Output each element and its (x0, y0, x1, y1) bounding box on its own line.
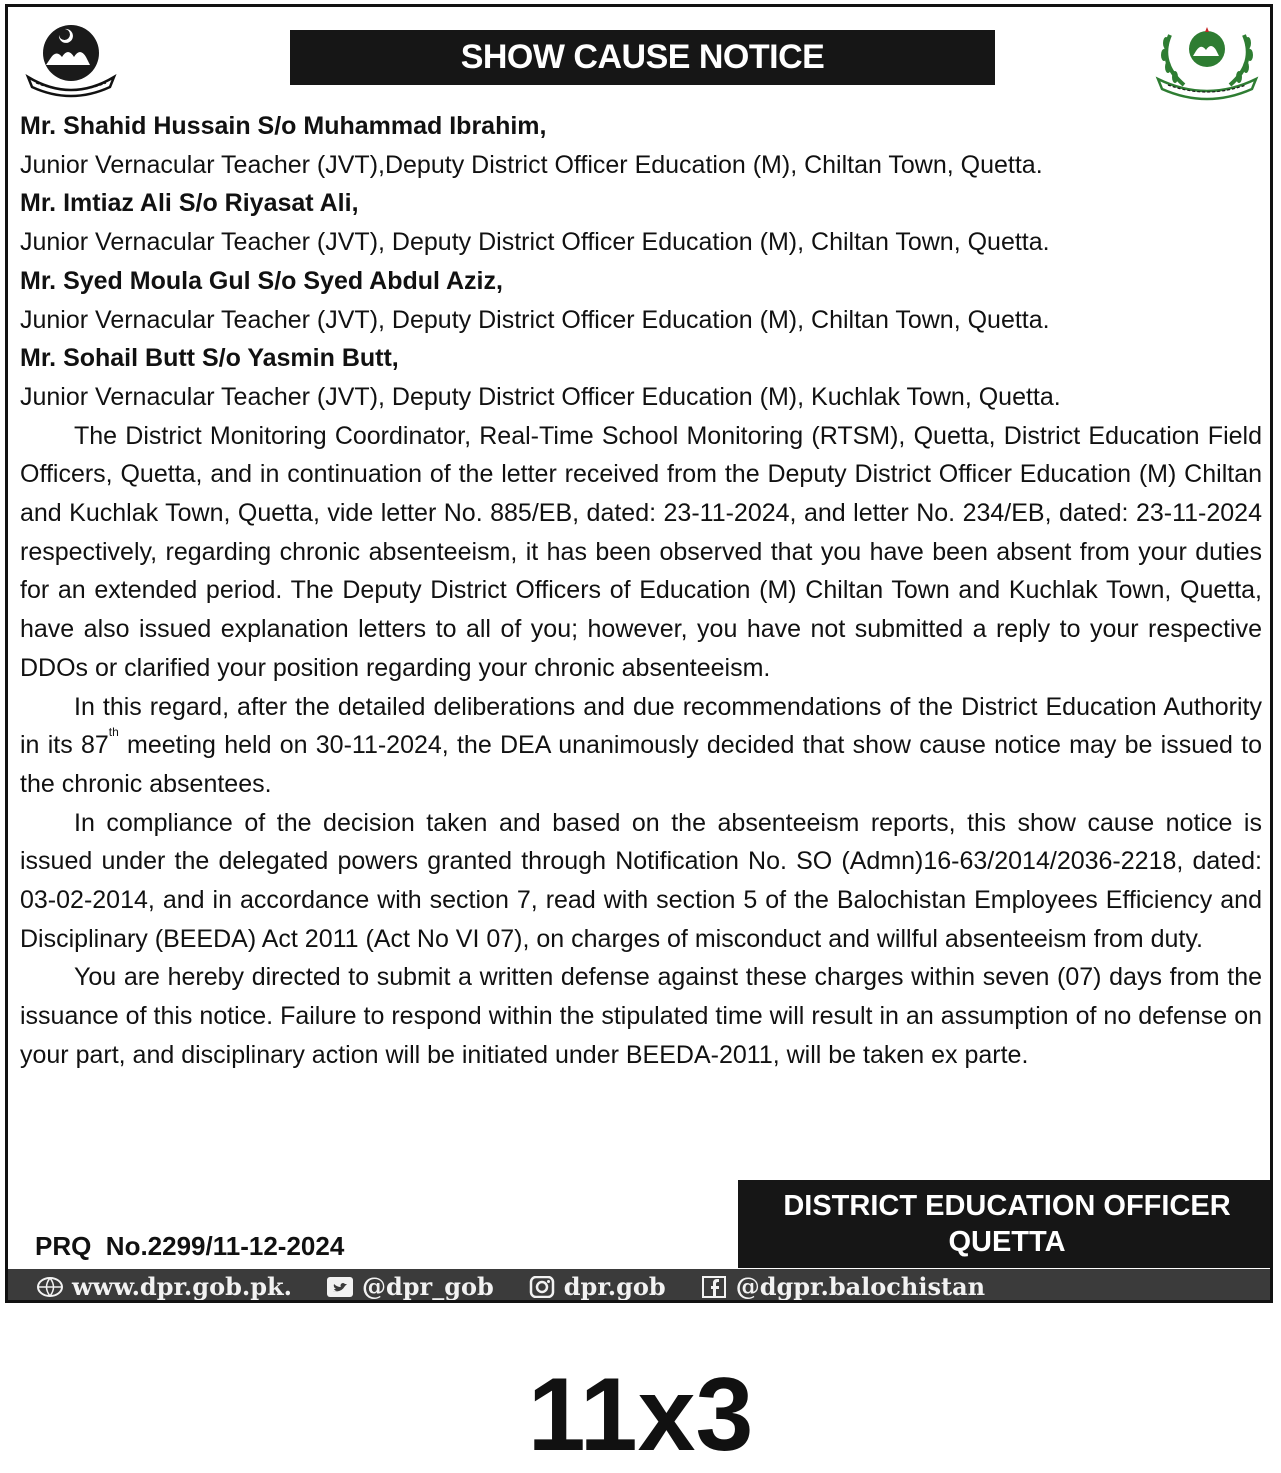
ad-size-label: 11x3 (527, 1357, 754, 1473)
prq-number: PRQ No.2299/11-12-2024 (35, 1231, 345, 1261)
dgpr-emblem-right (1148, 21, 1266, 105)
twitter-handle[interactable]: @dpr_gob (361, 1271, 494, 1301)
addressee-designation: Junior Vernacular Teacher (JVT), Deputy District Officer Education (M), Chiltan Town, Quetta. (20, 228, 1050, 257)
instagram-handle[interactable]: dpr.gob (563, 1271, 666, 1301)
notice-body (20, 107, 1262, 1075)
addressee-designation: Junior Vernacular Teacher (JVT),Deputy District Officer Education (M), Chiltan Town, Quetta. (20, 150, 1043, 179)
signature-location: QUETTA (948, 1226, 1066, 1258)
dea-decision-text-start: In this regard, after the detailed deliberations and due recommendations of the District Education Authority in its 87 (20, 692, 1262, 760)
paragraph-legal-basis: In compliance of the decision taken and based on the absenteeism reports, this show cause notice is issued under the delegated powers granted through Notification No. SO (Admn)16-63/2014/2036-2218, dated: 03-02-2014, and in accordance with section 7, read with section 5 of the Balochistan Employees Efficiency and Disciplinary (BEEDA) Act 2011 (Act No VI 07), on charges of misconduct and willful absenteeism from duty. (20, 808, 1262, 953)
footer-twitter (326, 1272, 494, 1301)
footer-instagram (528, 1272, 666, 1301)
addressee-name: Mr. Syed Moula Gul S/o Syed Abdul Aziz, (20, 266, 503, 295)
addressee-name: Mr. Sohail Butt S/o Yasmin Butt, (20, 344, 399, 373)
globe-icon (36, 1275, 64, 1297)
paragraph-background: The District Monitoring Coordinator, Real-Time School Monitoring (RTSM), Quetta, District Education Field Officers, Quetta, and in continuation of the letter received from the Deputy District Officer Education (M) Chiltan and Kuchlak Town, Quetta, vide letter No. 885/EB, dated: 23-11-2024, and letter No. 234/EB, dated: 23-11-2024 respectively, regarding chronic absenteeism, it has been observed that you have been absent from your duties for an extended period. The Deputy District Officers of Education (M) Chiltan Town and Kuchlak Town, Quetta, have also issued explanation letters to all of you; however, you have not submitted a reply to your respective DDOs or clarified your position regarding your chronic absenteeism. (20, 421, 1262, 682)
website-link[interactable]: www.dpr.gob.pk. (72, 1271, 292, 1301)
footer-facebook (700, 1272, 985, 1301)
footer-website (36, 1272, 292, 1301)
addressee-name: Mr. Imtiaz Ali S/o Riyasat Ali, (20, 189, 359, 218)
ordinal-suffix: th (108, 725, 119, 740)
paragraph-directive: You are hereby directed to submit a written defense against these charges within seven (07) days from the issuance of this notice. Failure to respond within the stipulated time will result in an assumption of no defense on your part, and disciplinary action will be initiated under BEEDA-2011, will be taken ex parte. (20, 963, 1262, 1069)
footer-contact-bar (8, 1269, 1270, 1303)
paragraph-dea-decision (20, 688, 1262, 804)
signature-block (738, 1180, 1273, 1268)
signature-designation: DISTRICT EDUCATION OFFICER (783, 1190, 1231, 1222)
addressee-name: Mr. Shahid Hussain S/o Muhammad Ibrahim, (20, 112, 547, 140)
addressee-designation: Junior Vernacular Teacher (JVT), Deputy District Officer Education (M), Chiltan Town, Quetta. (20, 305, 1050, 334)
dea-decision-text-end: meeting held on 30-11-2024, the DEA unanimously decided that show cause notice may be issued to the chronic absentees. (20, 731, 1262, 798)
facebook-handle[interactable]: @dgpr.balochistan (735, 1271, 986, 1301)
instagram-icon (528, 1275, 556, 1297)
balochistan-emblem-left (22, 21, 120, 105)
facebook-icon (700, 1275, 728, 1297)
notice-frame (5, 4, 1273, 1303)
notice-title: SHOW CAUSE NOTICE (290, 30, 995, 85)
addressee-designation: Junior Vernacular Teacher (JVT), Deputy District Officer Education (M), Kuchlak Town, Quetta. (20, 382, 1061, 411)
twitter-icon (326, 1275, 354, 1297)
